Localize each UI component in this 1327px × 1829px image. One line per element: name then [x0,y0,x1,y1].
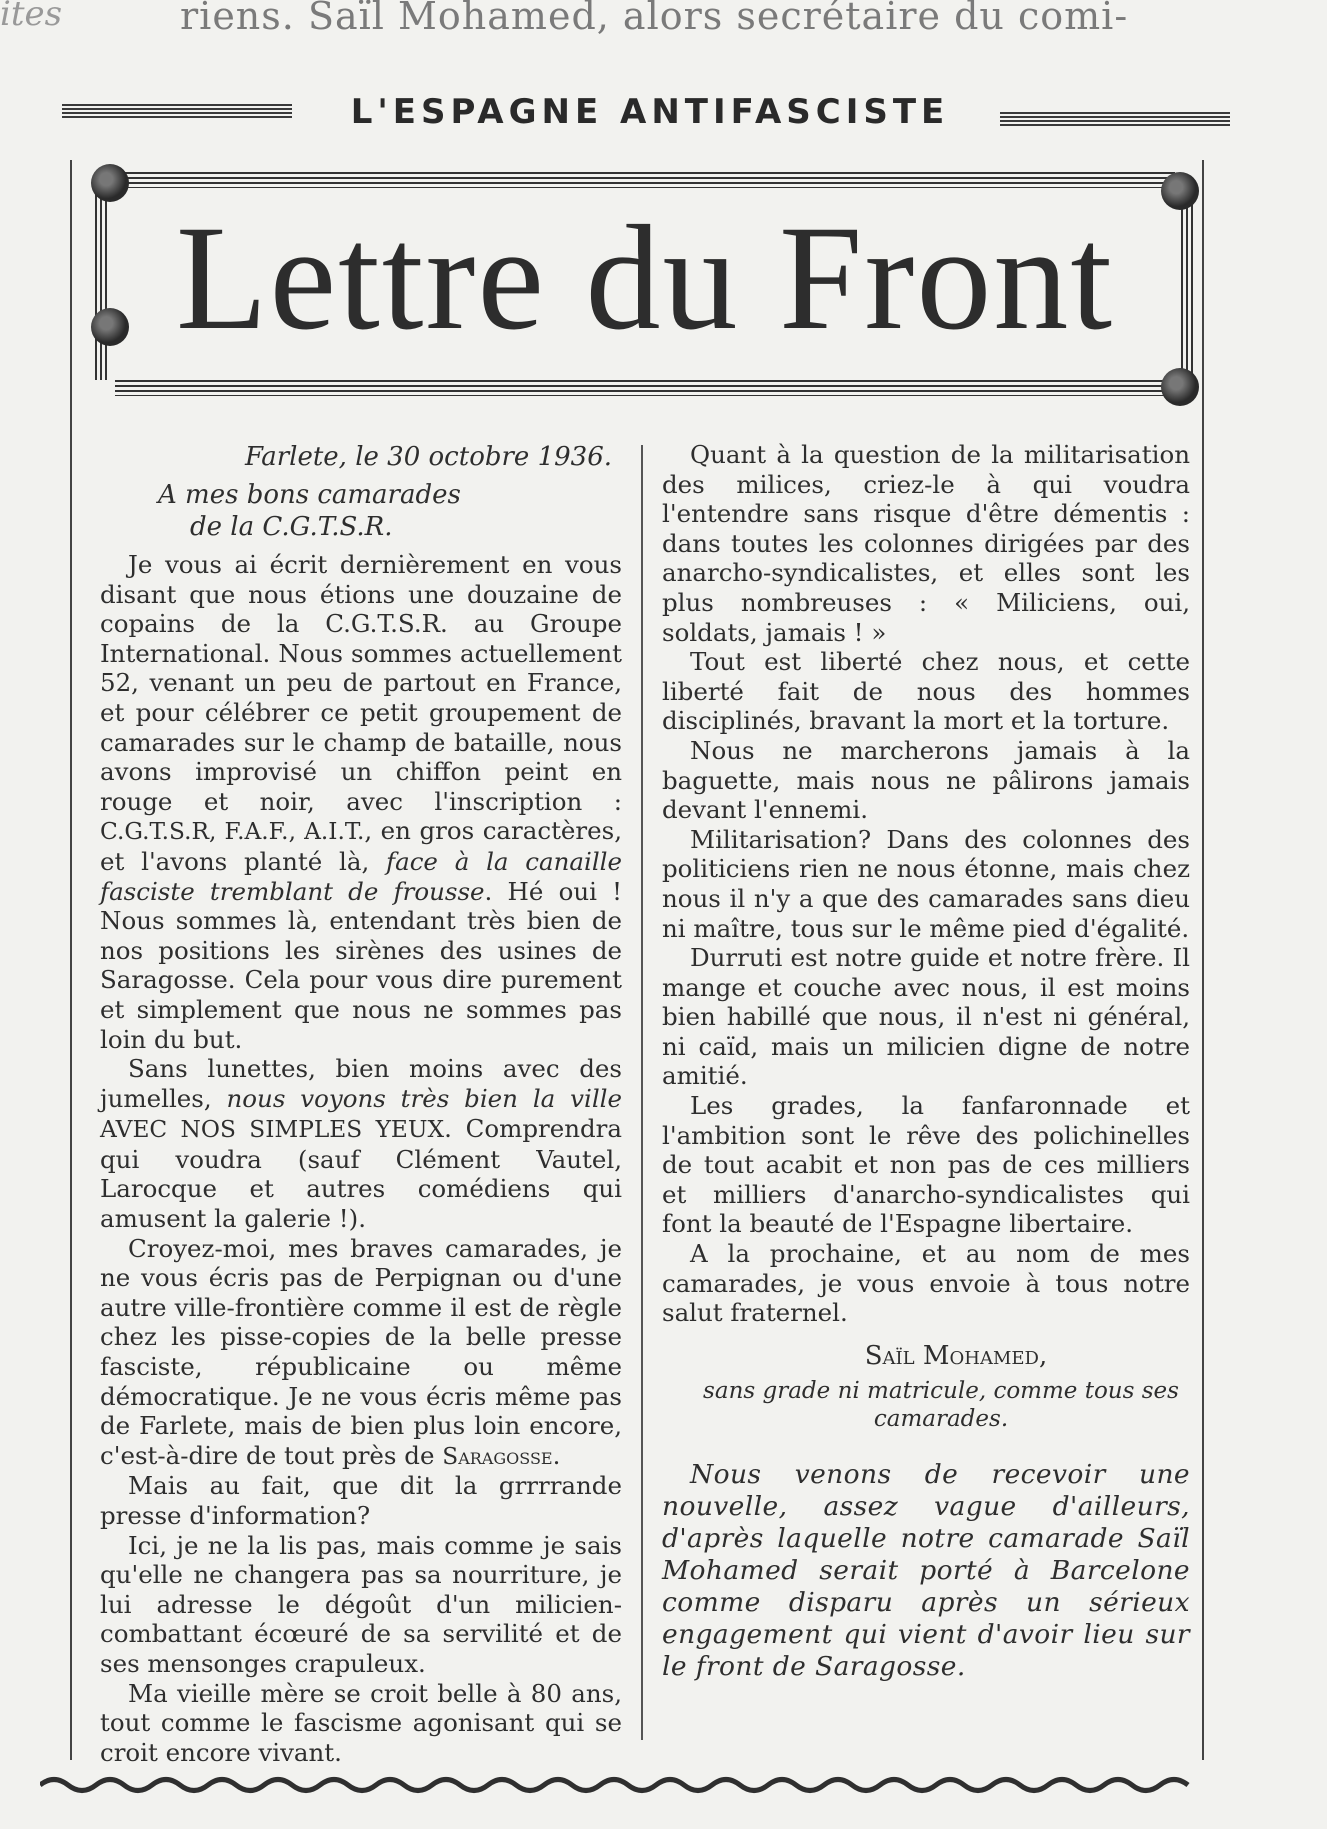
salutation-line-1: A mes bons camarades [158,480,461,510]
masthead-rule-bottom [115,380,1175,396]
section-rule-right [1000,112,1230,126]
article-title: Lettre du Front [175,195,1115,361]
corner-ornament-top-right [1161,172,1199,210]
masthead [95,172,1195,396]
paragraph: Mais au fait, que dit la grrrrande presse d'information? [100,1471,622,1530]
paragraph: Tout est liberté chez nous, et cette liberté fait de nous des hommes disciplinés, bravant la mort et la torture. [662,647,1190,736]
text-run: , en gros caractères, et l'avons planté là, [100,816,622,876]
text-run: . Hé oui ! Nous sommes là, entendant très bien de nos positions les sirènes des usines de Saragosse. Cela pour vous dire purement et simplement que nous ne sommes pas loin du but. [100,876,622,1054]
corner-ornament-top-left [91,164,129,202]
paragraph: A la prochaine, et au nom de mes camarades, je vous envoie à tous notre salut fraternel. [662,1239,1190,1328]
signature-note: sans grade ni matricule, comme tous ses camarades. [703,1378,1179,1433]
text-run: nous voyons très bien la ville [226,1083,622,1113]
left-column [100,440,622,1767]
column-divider [641,445,643,1740]
text-run: . Comprendra qui voudra (sauf Clément Vautel, Larocque et autres comédiens qui amusent la galerie !). [100,1114,622,1234]
paragraph: Quant à la question de la militarisation des milices, criez-le à qui voudra l'entendre sans risque d'être démentis : dans toutes les colonnes dirigées par des anarcho-syndicalistes, et elles sont les plus nombreuses : « Miliciens, oui, soldats, jamais ! » [662,440,1190,647]
paragraph: Ici, je ne la lis pas, mais comme je sais qu'elle ne changera pas sa nourriture, je lui adresse le dégoût d'un milicien-combattant écœuré de sa servilité et de ses mensonges crapuleux. [100,1530,622,1678]
bottom-wave-rule [40,1774,1190,1796]
paragraph: Les grades, la fanfaronnade et l'ambition sont le rêve des polichinelles de tout acabit et non pas de ces milliers et milliers d'anarcho-syndicalistes qui font la beauté de l'Espagne libertaire. [662,1091,1190,1239]
signature: Saïl Mohamed, [864,1340,1048,1371]
text-run: C.G.T.S.R, F.A.F., A.I.T. [100,818,365,846]
paragraph: Nous ne marcherons jamais à la baguette, mais nous ne pâlirons jamais devant l'ennemi. [662,735,1190,825]
corner-ornament-bottom-left [91,308,129,346]
paragraph [100,1234,622,1472]
dateline: Farlete, le 30 octobre 1936. [244,442,612,472]
top-fragment-line: riens. Saïl Mohamed, alors secrétaire du comi- [180,0,1129,38]
section-title: L'ESPAGNE ANTIFASCISTE [350,92,950,132]
masthead-rule-right [1181,188,1195,380]
paragraph [100,550,622,1054]
masthead-rule-left [95,188,109,380]
text-run: Je vous ai écrit dernièrement en vous disant que nous étions une douzaine de copains de la C.G.T.S.R. au Groupe International. Nous sommes actuellement 52, venant un peu de partout en France, et pour célébrer ce petit groupement de camarades sur le champ de bataille, nous avons improvisé un chiffon peint en rouge et noir, avec l'inscription : [100,550,622,816]
text-run: Saragosse [442,1442,553,1470]
paragraph: Durruti est notre guide et notre frère. Il mange et couche avec nous, il est moins bien habillé que nous, il n'est ni général, ni caïd, mais un milicien digne de notre amitié. [662,943,1190,1091]
text-run: Croyez-moi, mes braves camarades, je ne vous écris pas de Perpignan ou d'une autre ville-frontière comme il est de règle chez les pisse-copies de la belle presse fasciste, républicaine ou même démocratique. Je ne vous écris même pas de Farlete, mais de bien plus loin encore, c'est-à-dire de tout près de [100,1233,622,1470]
section-rule-left [62,104,292,118]
paragraph: Ma vieille mère se croit belle à 80 ans, tout comme le fascisme agonisant qui se croit encore vivant. [100,1678,622,1767]
top-fragment-left: ites [0,0,63,34]
editor-note: Nous venons de recevoir une nouvelle, assez vague d'ailleurs, d'après laquelle notre camarade Saïl Mohamed serait porté à Barcelone comme disparu après un sérieux engagement qui vient d'avoir lieu sur le front de Saragosse. [662,1459,1190,1683]
text-run: AVEC NOS SIMPLES YEUX [100,1116,445,1144]
corner-ornament-bottom-right [1161,368,1199,406]
text-run: face à la canaille fasciste tremblant de frousse [100,846,622,906]
salutation-line-2: de la C.G.T.S.R. [190,512,393,542]
right-column [662,440,1190,1683]
text-run: Sans lunettes, bien moins avec des jumelles, [100,1054,622,1113]
masthead-rule-top [115,172,1175,188]
paragraph: Militarisation? Dans des colonnes des politiciens rien ne nous étonne, mais chez nous il n'y a que des camarades sans dieu ni maître, tous sur le même pied d'égalité. [662,824,1190,943]
paragraph [100,1054,622,1234]
text-run: . [552,1440,561,1470]
